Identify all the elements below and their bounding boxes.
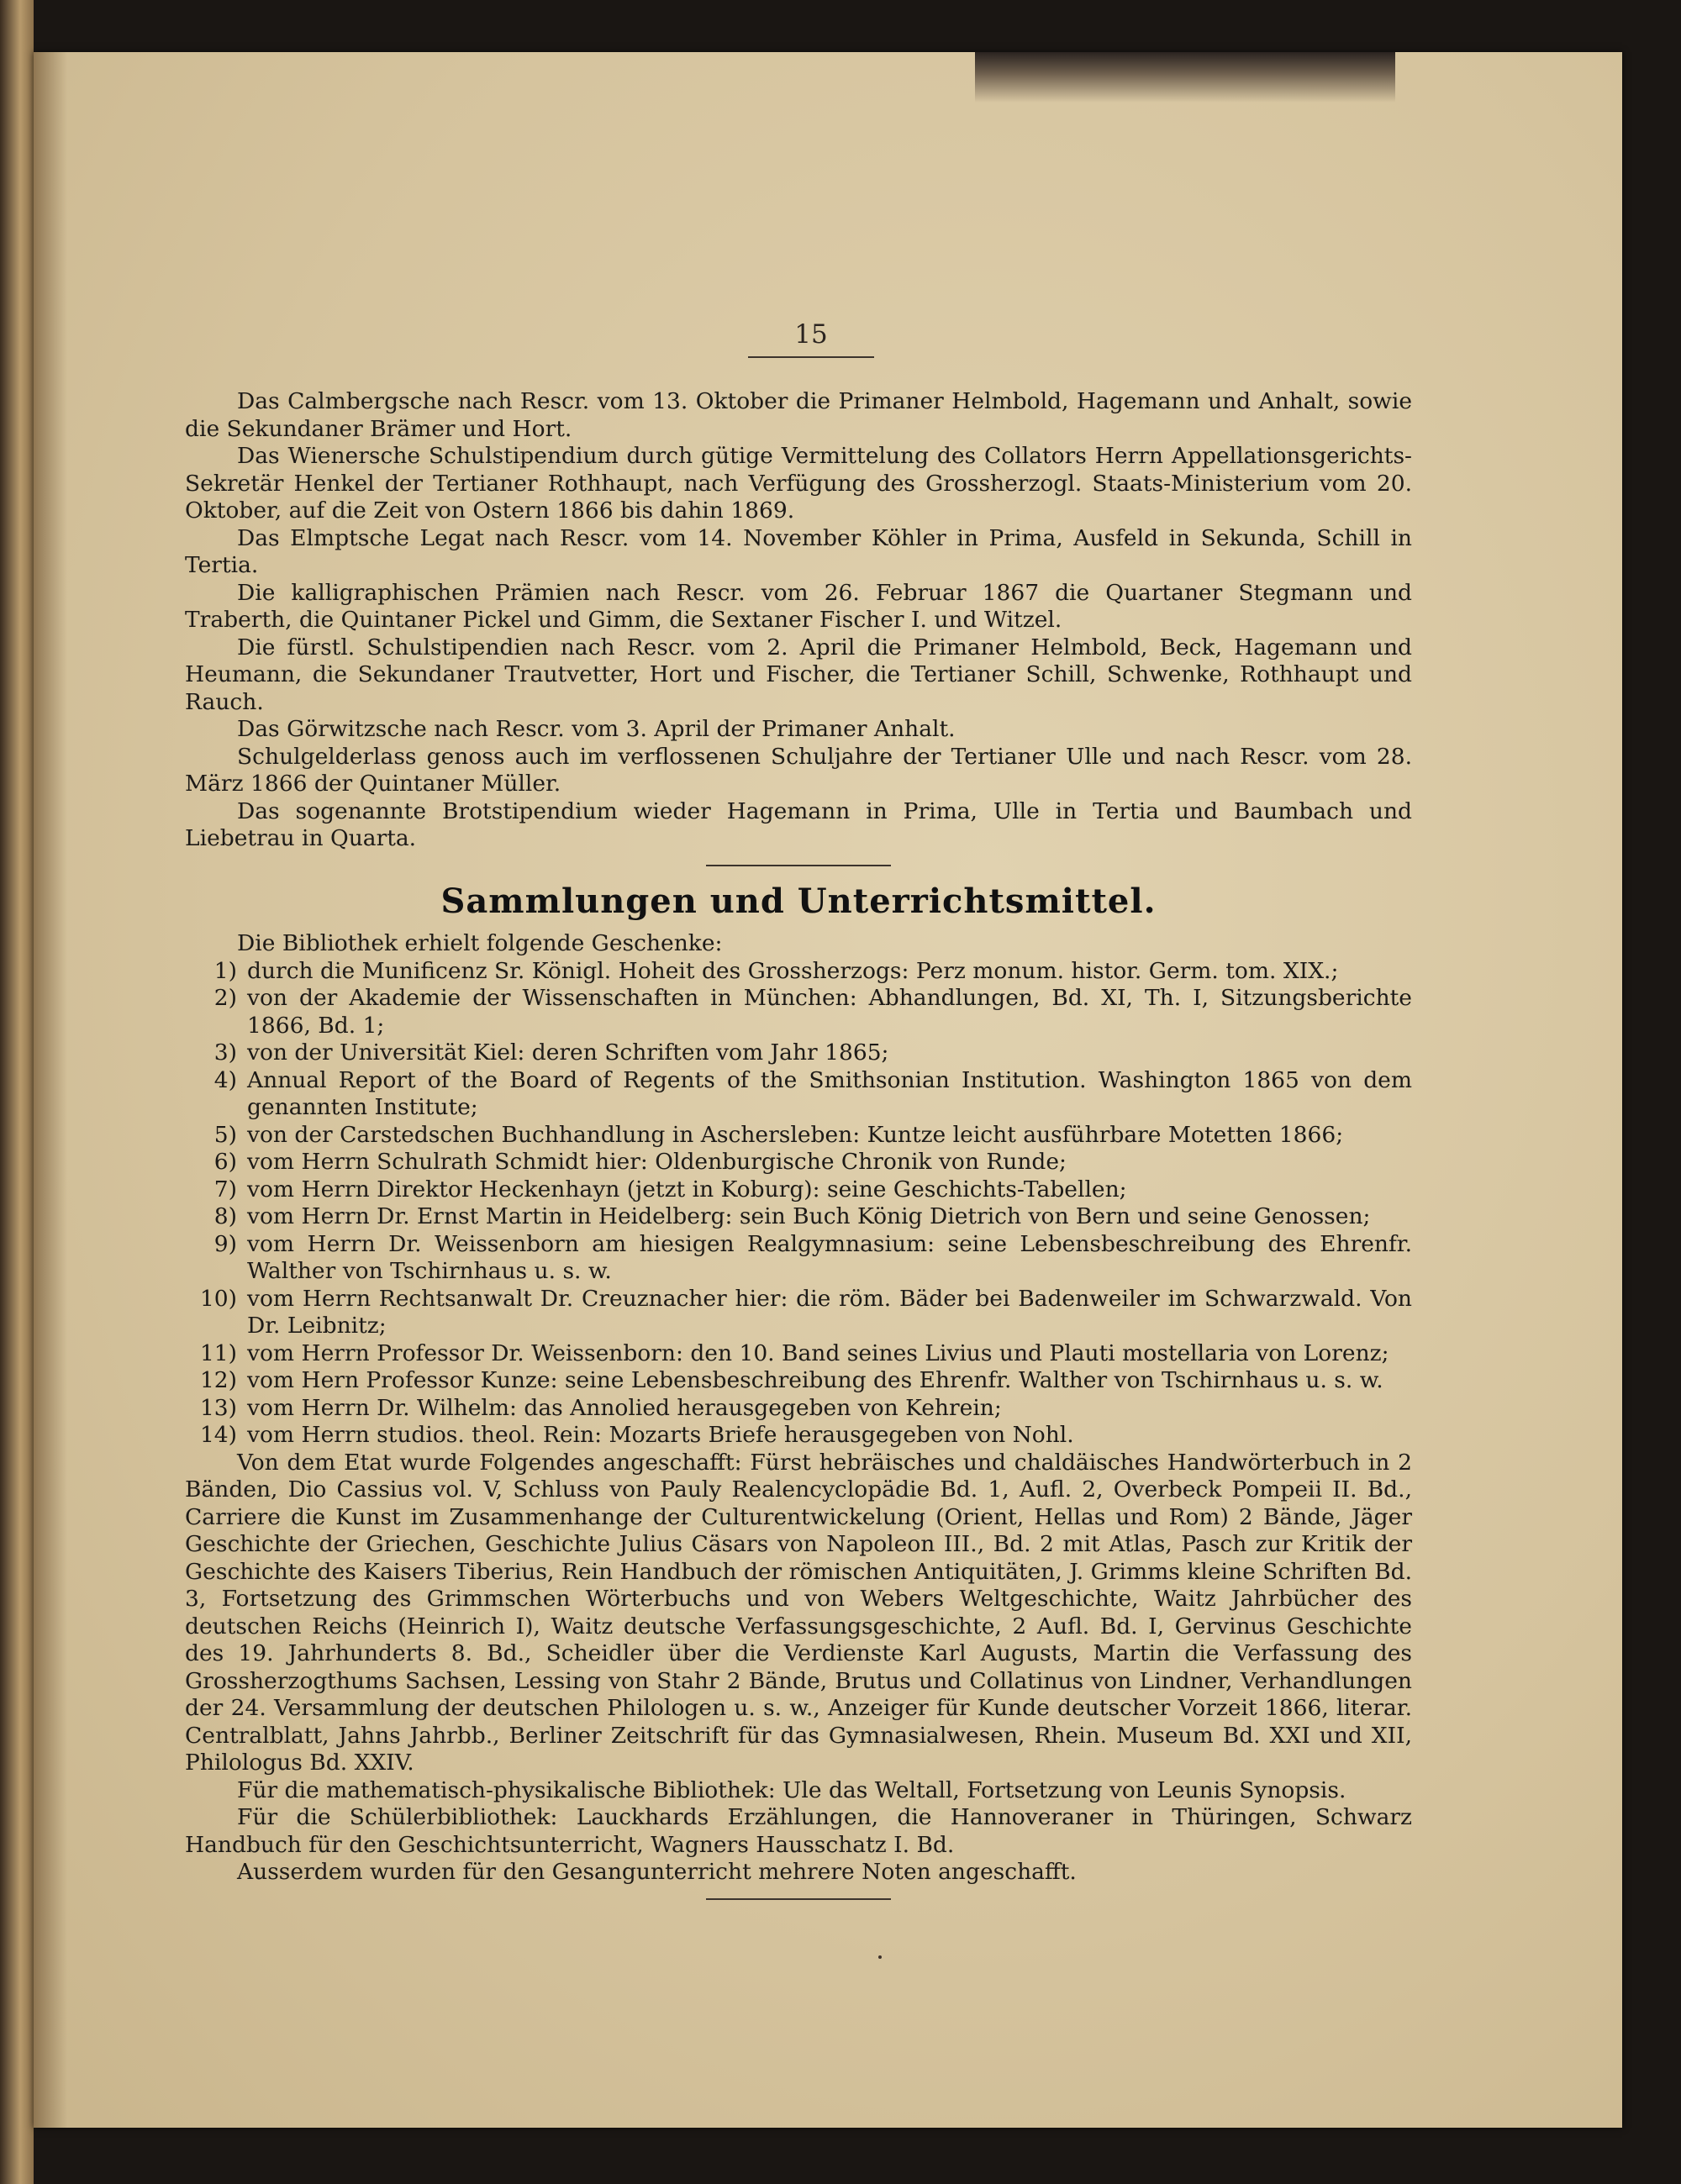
page-gutter-shadow <box>34 52 67 2128</box>
paragraph: Die kalligraphischen Prämien nach Rescr. vom 26. Februar 1867 die Quartaner Stegmann und Traberth, die Quintaner Pickel und Gimm, die Sextaner Fischer I. und Witzel. <box>185 579 1412 633</box>
page-number: 15 <box>794 319 828 350</box>
paragraph: Das Calmbergsche nach Rescr. vom 13. Oktober die Primaner Helmbold, Hagemann und Anhalt, sowie die Sekundaner Brämer und Hort. <box>185 388 1412 442</box>
list-item <box>185 1367 1412 1395</box>
list-text: vom Herrn Dr. Wilhelm: das Annolied herausgegeben von Kehrein; <box>247 1394 1002 1421</box>
page-header <box>748 319 874 358</box>
list-number: 5) <box>213 1121 237 1148</box>
library-section <box>185 930 1412 1887</box>
list-item <box>185 1067 1412 1122</box>
stipends-section <box>185 388 1412 853</box>
section-divider <box>706 865 891 866</box>
paragraph: Von dem Etat wurde Folgendes angeschafft: Fürst hebräisches und chaldäisches Handwörterbuch in 2 Bänden, Dio Cassius vol. V, Schluss von Pauly Realencyclopädie Bd. 1, Aufl. 2, Overbeck Pompeii II. Bd., Carriere die Kunst im Zusammenhange der Culturentwickelung (Orient, Hellas und Rom) 2 Bände, Jäger Geschichte der Griechen, Geschichte Julius Cäsars von Napoleon III., Bd. 2 mit Atlas, Pasch zur Kritik der Geschichte des Kaisers Tiberius, Rein Handbuch der römischen Antiquitäten, J. Grimms kleine Schriften Bd. 3, Fortsetzung des Grimmschen Wörterbuchs und von Webers Weltgeschichte, Waitz Jahrbücher des deutschen Reichs (Heinrich I), Waitz deutsche Verfassungsgeschichte, 2 Aufl. Bd. I, Gervinus Geschichte des 19. Jahrhunderts 8. Bd., Scheidler über die Verdienste Karl Augusts, Martin die Verfassung des Grossherzogthums Sachsen, Lessing von Stahr 2 Bände, Brutus und Collatinus von Lindner, Verhandlungen der 24. Versammlung der deutschen Philologen u. s. w., Anzeiger für Kunde deutscher Vorzeit 1866, literar. Centralblatt, Jahns Jahrbb., Berliner Zeitschrift für das Gymnasialwesen, Rhein. Museum Bd. XXI und XII, Philologus Bd. XXIV. <box>185 1449 1412 1776</box>
list-number: 4) <box>213 1066 237 1093</box>
list-text: vom Herrn Professor Dr. Weissenborn: den 10. Band seines Livius und Plauti mostellaria von Lorenz; <box>247 1339 1389 1366</box>
list-number: 14) <box>199 1422 237 1448</box>
facing-page-edge <box>0 0 34 2184</box>
list-item <box>185 1231 1412 1286</box>
list-item <box>185 985 1412 1039</box>
page-body <box>185 388 1412 1922</box>
list-text: vom Herrn Direktor Heckenhayn (jetzt in Koburg): seine Geschichts-Tabellen; <box>247 1176 1127 1203</box>
paragraph: Ausserdem wurden für den Gesangunterricht mehrere Noten angeschafft. <box>237 1859 1077 1885</box>
list-text: von der Carstedschen Buchhandlung in Aschersleben: Kuntze leicht ausführbare Motetten 1866; <box>247 1121 1344 1148</box>
list-item <box>185 1149 1412 1176</box>
list-number: 1) <box>213 957 237 984</box>
list-text: vom Herrn Dr. Ernst Martin in Heidelberg: sein Buch König Dietrich von Bern und seine Genossen; <box>247 1203 1371 1229</box>
list-number: 7) <box>213 1176 237 1203</box>
list-item <box>185 1039 1412 1067</box>
list-number: 2) <box>213 985 237 1011</box>
paper-speck <box>878 1955 882 1959</box>
list-item <box>185 1395 1412 1423</box>
paragraph: Für die Schülerbibliothek: Lauckhards Erzählungen, die Hannoveraner in Thüringen, Schwarz Handbuch für den Geschichtsunterricht, Wagners Hausschatz I. Bd. <box>185 1804 1412 1858</box>
list-text: vom Herrn Schulrath Schmidt hier: Oldenburgische Chronik von Runde; <box>247 1149 1067 1175</box>
list-text: durch die Munificenz Sr. Königl. Hoheit des Grossherzogs: Perz monum. histor. Germ. tom. XIX.; <box>247 957 1339 984</box>
section-heading: Sammlungen und Unterrichtsmittel. <box>440 881 1157 921</box>
paragraph: Das sogenannte Brotstipendium wieder Hagemann in Prima, Ulle in Tertia und Baumbach und Liebetrau in Quarta. <box>185 797 1412 851</box>
list-item <box>185 1203 1412 1231</box>
list-number: 10) <box>199 1285 237 1312</box>
list-text: vom Herrn studios. theol. Rein: Mozarts Briefe herausgegeben von Nohl. <box>247 1422 1074 1448</box>
paragraph: Das Wienersche Schulstipendium durch gütige Vermittelung des Collators Herrn Appellationsgerichts-Sekretär Henkel der Tertianer Rothhaupt, nach Verfügung des Grossherzogl. Staats-Ministerium vom 20. Oktober, auf die Zeit von Ostern 1866 bis dahin 1869. <box>185 443 1412 524</box>
list-number: 8) <box>213 1203 237 1229</box>
list-item <box>185 1176 1412 1204</box>
list-text: vom Herrn Rechtsanwalt Dr. Creuznacher hier: die röm. Bäder bei Badenweiler im Schwarzwald. Von Dr. Leibnitz; <box>247 1285 1412 1339</box>
end-divider <box>706 1898 891 1900</box>
list-item <box>185 1286 1412 1340</box>
list-text: von der Akademie der Wissenschaften in München: Abhandlungen, Bd. XI, Th. I, Sitzungsberichte 1866, Bd. 1; <box>247 985 1412 1039</box>
library-intro: Die Bibliothek erhielt folgende Geschenke: <box>237 930 723 956</box>
list-text: vom Hern Professor Kunze: seine Lebensbeschreibung des Ehrenfr. Walther von Tschirnhaus u. s. w. <box>247 1367 1383 1393</box>
document-page <box>34 52 1622 2128</box>
paragraph: Schulgelderlass genoss auch im verflossenen Schuljahre der Tertianer Ulle und nach Rescr. vom 28. März 1866 der Quintaner Müller. <box>185 743 1412 797</box>
list-item <box>185 1122 1412 1150</box>
paragraph: Das Görwitzsche nach Rescr. vom 3. April der Primaner Anhalt. <box>237 716 956 742</box>
list-number: 13) <box>199 1394 237 1421</box>
list-text: Annual Report of the Board of Regents of the Smithsonian Institution. Washington 1865 von dem genannten Institute; <box>247 1066 1412 1120</box>
paragraph: Für die mathematisch-physikalische Bibliothek: Ule das Weltall, Fortsetzung von Leunis Synopsis. <box>237 1776 1346 1803</box>
list-text: vom Herrn Dr. Weissenborn am hiesigen Realgymnasium: seine Lebensbeschreibung des Ehrenfr. Walther von Tschirnhaus u. s. w. <box>247 1230 1412 1284</box>
list-item <box>185 958 1412 986</box>
list-number: 12) <box>199 1367 237 1393</box>
list-number: 6) <box>213 1149 237 1175</box>
page-number-rule <box>748 356 874 358</box>
paragraph: Die fürstl. Schulstipendien nach Rescr. vom 2. April die Primaner Helmbold, Beck, Hagemann und Heumann, die Sekundaner Trautvetter, Hort und Fischer, die Tertianer Schill, Schwenke, Rothhaupt und Rauch. <box>185 634 1412 715</box>
list-number: 11) <box>199 1339 237 1366</box>
gift-list <box>185 958 1412 1450</box>
list-number: 9) <box>213 1230 237 1257</box>
paragraph: Das Elmptsche Legat nach Rescr. vom 14. November Köhler in Prima, Ausfeld in Sekunda, Schill in Tertia. <box>185 524 1412 578</box>
torn-page-edge <box>975 52 1395 103</box>
list-number: 3) <box>213 1039 237 1066</box>
list-item <box>185 1340 1412 1368</box>
list-text: von der Universität Kiel: deren Schriften vom Jahr 1865; <box>247 1039 889 1066</box>
list-item <box>185 1422 1412 1450</box>
